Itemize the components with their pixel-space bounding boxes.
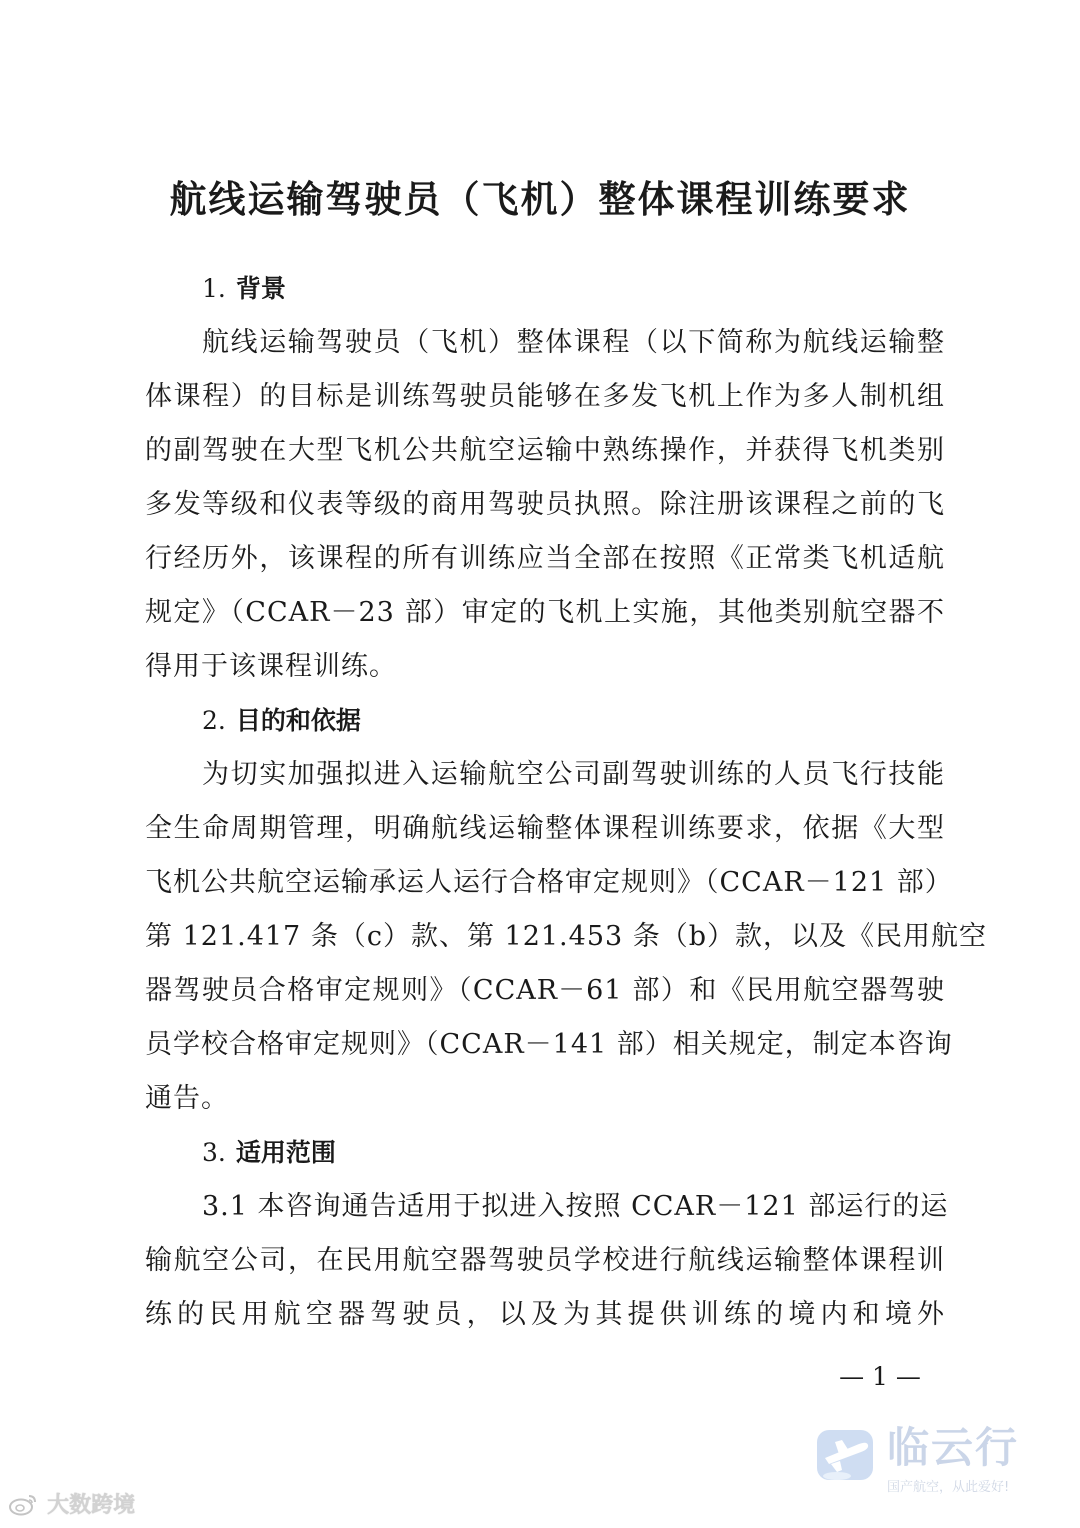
text-line: 员学校合格审定规则》（CCAR－141 部）相关规定，制定本咨询: [145, 1029, 953, 1060]
section-number: 3.: [202, 1138, 226, 1167]
text-line: 体课程）的目标是训练驾驶员能够在多发飞机上作为多人制机组: [145, 381, 945, 412]
text-line: 输航空公司，在民用航空器驾驶员学校进行航线运输整体课程训: [145, 1245, 945, 1276]
page-number: — 1 —: [839, 1362, 921, 1391]
airplane-logo-icon: [815, 1424, 875, 1484]
text-line: 为切实加强拟进入运输航空公司副驾驶训练的人员飞行技能: [202, 759, 945, 790]
section-paragraph: [145, 748, 988, 1126]
section-heading-scope: [145, 1126, 945, 1180]
section-paragraph: [145, 316, 945, 694]
text-line: 全生命周期管理，明确航线运输整体课程训练要求，依据《大型: [145, 813, 945, 844]
watermark-tagline: 国产航空，从此爱好!: [887, 1480, 1010, 1495]
section-number: 2.: [202, 706, 226, 735]
section-paragraph: [145, 1180, 949, 1342]
text-line: 得用于该课程训练。: [145, 651, 397, 682]
section-number: 1.: [202, 274, 226, 303]
watermark-source-text: 大数跨境: [47, 1493, 136, 1518]
text-line: 器驾驶员合格审定规则》（CCAR－61 部）和《民用航空器驾驶: [145, 975, 945, 1006]
document-title: 航线运输驾驶员（飞机）整体课程训练要求: [169, 178, 911, 221]
section-heading-text: 目的和依据: [235, 706, 361, 735]
section-heading-purpose: [145, 694, 945, 748]
text-line: 3.1 本咨询通告适用于拟进入按照 CCAR－121 部运行的运: [202, 1191, 949, 1222]
text-line: 规定》（CCAR－23 部）审定的飞机上实施，其他类别航空器不: [145, 597, 945, 628]
watermark-source: [8, 1488, 135, 1520]
section-heading-background: [145, 262, 945, 316]
section-heading-text: 适用范围: [235, 1138, 336, 1167]
text-line: 练的民用航空器驾驶员，以及为其提供训练的境内和境外: [145, 1299, 945, 1330]
text-line: 飞机公共航空运输承运人运行合格审定规则》（CCAR－121 部）: [145, 867, 953, 898]
text-line: 通告。: [145, 1083, 229, 1114]
watermark-brand: [815, 1420, 1035, 1504]
document-body: [145, 262, 988, 1342]
text-line: 多发等级和仪表等级的商用驾驶员执照。除注册该课程之前的飞: [145, 489, 945, 520]
watermark-brand-text: 临云行: [887, 1423, 1020, 1472]
weibo-icon: [8, 1492, 38, 1516]
text-line: 航线运输驾驶员（飞机）整体课程（以下简称为航线运输整: [202, 327, 945, 358]
text-line: 行经历外，该课程的所有训练应当全部在按照《正常类飞机适航: [145, 543, 945, 574]
text-line: 第 121.417 条（c）款、第 121.453 条（b）款，以及《民用航空: [145, 921, 988, 952]
section-heading-text: 背景: [235, 274, 286, 303]
text-line: 的副驾驶在大型飞机公共航空运输中熟练操作，并获得飞机类别: [145, 435, 945, 466]
